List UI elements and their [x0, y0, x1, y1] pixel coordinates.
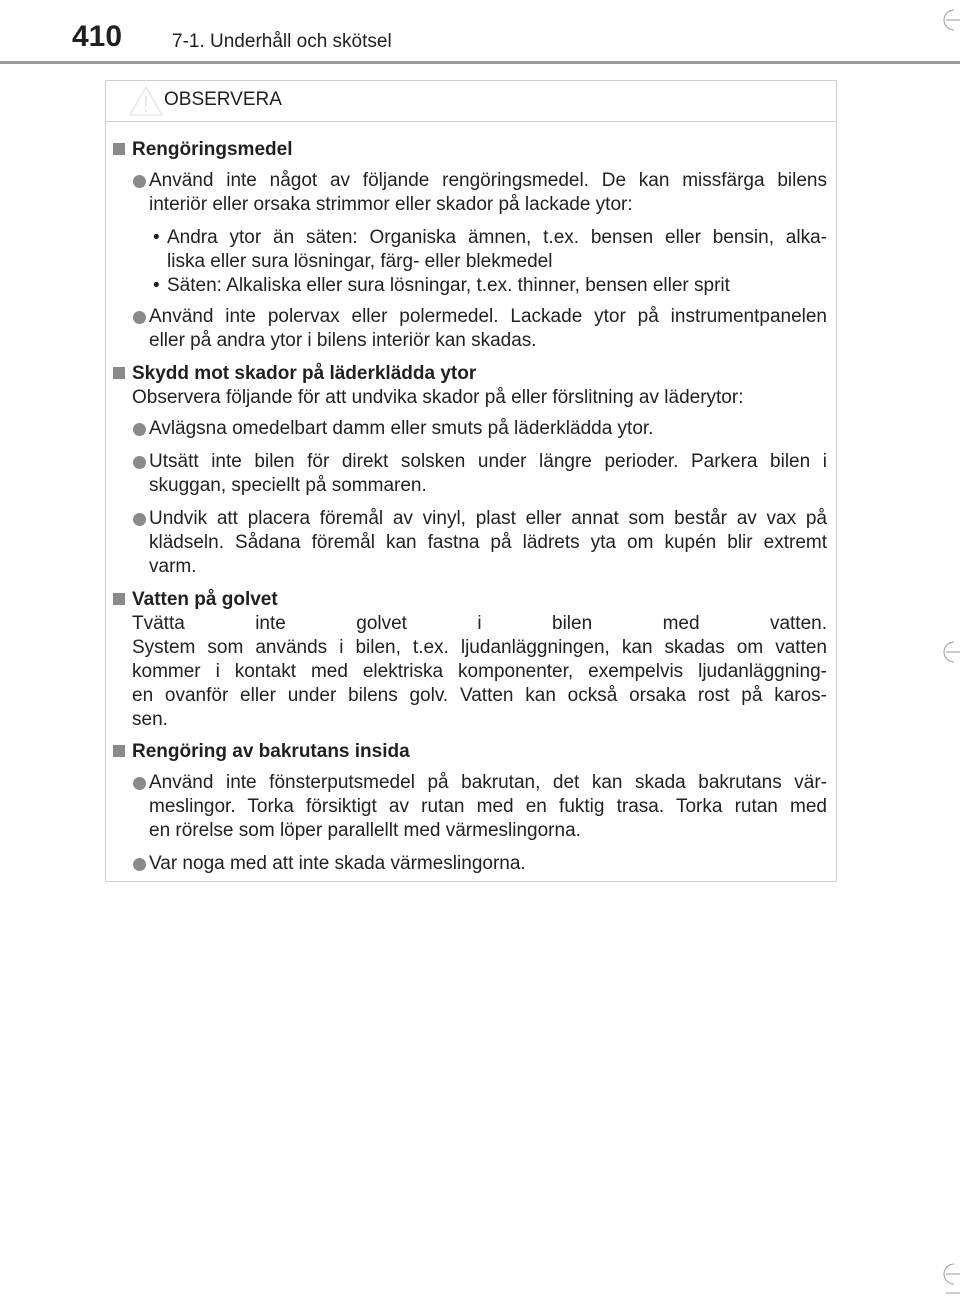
bullet-item	[112, 771, 827, 843]
crop-mark-icon	[946, 1290, 960, 1296]
sub-bullet-line: Säten: Alkaliska eller sura lösningar, t.ex. thinner, bensen eller sprit	[167, 275, 730, 296]
sub-bullet-line: Andra ytor än säten: Organiska ämnen, t.ex. bensen eller bensin, alka-	[167, 227, 827, 248]
bullet-line: Utsätt inte bilen för direkt solsken under längre perioder. Parkera bilen i	[149, 451, 827, 472]
bullet-line: klädseln. Sådana föremål kan fastna på lädrets yta om kupén blir extremt	[149, 532, 827, 553]
bullet-line: en rörelse som löper parallellt med värmeslingorna.	[149, 820, 581, 841]
bullet-line: varm.	[149, 556, 197, 577]
page-number: 410	[72, 20, 123, 53]
bullet-line: eller på andra ytor i bilens interiör kan skadas.	[149, 330, 537, 351]
section-heading	[112, 588, 827, 612]
bullet-item	[112, 417, 827, 441]
crop-mark-icon	[940, 640, 960, 664]
bullet-item	[112, 852, 827, 876]
section-heading-text: Rengöringsmedel	[132, 139, 293, 160]
sub-bullet-item	[112, 274, 827, 298]
square-bullet-icon	[113, 143, 125, 155]
section-heading	[112, 362, 827, 386]
paragraph-line: sen.	[132, 709, 168, 730]
sub-bullet-line: liska eller sura lösningar, färg- eller blekmedel	[167, 251, 553, 272]
square-bullet-icon	[113, 593, 125, 605]
circle-bullet-icon	[133, 311, 146, 324]
square-bullet-icon	[113, 745, 125, 757]
header-rule	[0, 61, 960, 64]
circle-bullet-icon	[133, 513, 146, 526]
section-paragraph	[132, 386, 827, 410]
section-heading-text: Vatten på golvet	[132, 589, 278, 610]
notice-section	[112, 138, 827, 353]
bullet-item	[112, 169, 827, 217]
notice-header	[106, 81, 836, 122]
bullet-line: interiör eller orsaka strimmor eller skador på lackade ytor:	[149, 194, 633, 215]
paragraph-line: kommer i kontakt med elektriska komponenter, exempelvis ljudanläggning-	[132, 661, 827, 682]
section-heading-text: Rengöring av bakrutans insida	[132, 741, 410, 762]
crop-mark-icon	[940, 8, 960, 32]
sub-bullet-item	[112, 226, 827, 274]
notice-box	[105, 80, 837, 882]
section-paragraph	[132, 612, 827, 732]
bullet-line: Använd inte något av följande rengöringsmedel. De kan missfärga bilens	[149, 170, 827, 191]
section-heading-text: Skydd mot skador på läderklädda ytor	[132, 363, 477, 384]
dot-bullet-marker: •	[153, 227, 160, 248]
section-heading	[112, 740, 827, 764]
bullet-line: Använd inte fönsterputsmedel på bakrutan, det kan skada bakrutans vär-	[149, 772, 827, 793]
section-title: 7-1. Underhåll och skötsel	[172, 31, 392, 52]
bullet-item	[112, 450, 827, 498]
paragraph-line: System som används i bilen, t.ex. ljudanläggningen, kan skadas om vatten	[132, 637, 827, 658]
warning-triangle-icon	[128, 85, 164, 117]
notice-title: OBSERVERA	[164, 89, 282, 110]
circle-bullet-icon	[133, 858, 146, 871]
dot-bullet-marker: •	[153, 275, 160, 296]
crop-mark-icon	[940, 1262, 960, 1286]
circle-bullet-icon	[133, 175, 146, 188]
bullet-line: meslingor. Torka försiktigt av rutan med en fuktig trasa. Torka rutan med	[149, 796, 827, 817]
paragraph-line: en ovanför eller under bilens golv. Vatten kan också orsaka rost på karos-	[132, 685, 827, 706]
bullet-line: Avlägsna omedelbart damm eller smuts på läderklädda ytor.	[149, 418, 654, 439]
circle-bullet-icon	[133, 777, 146, 790]
notice-section	[112, 362, 827, 579]
bullet-item	[112, 507, 827, 579]
circle-bullet-icon	[133, 423, 146, 436]
bullet-line: Var noga med att inte skada värmeslingorna.	[149, 853, 526, 874]
notice-body	[106, 122, 836, 876]
bullet-line: Använd inte polervax eller polermedel. Lackade ytor på instrumentpanelen	[149, 306, 827, 327]
bullet-item	[112, 305, 827, 353]
notice-section	[112, 588, 827, 732]
section-heading	[112, 138, 827, 162]
square-bullet-icon	[113, 367, 125, 379]
bullet-line: skuggan, speciellt på sommaren.	[149, 475, 427, 496]
paragraph-line: Observera följande för att undvika skador på eller förslitning av läderytor:	[132, 387, 744, 408]
circle-bullet-icon	[133, 456, 146, 469]
paragraph-line: Tvätta inte golvet i bilen med vatten.	[132, 613, 827, 634]
bullet-line: Undvik att placera föremål av vinyl, plast eller annat som består av vax på	[149, 508, 827, 529]
notice-section	[112, 740, 827, 876]
